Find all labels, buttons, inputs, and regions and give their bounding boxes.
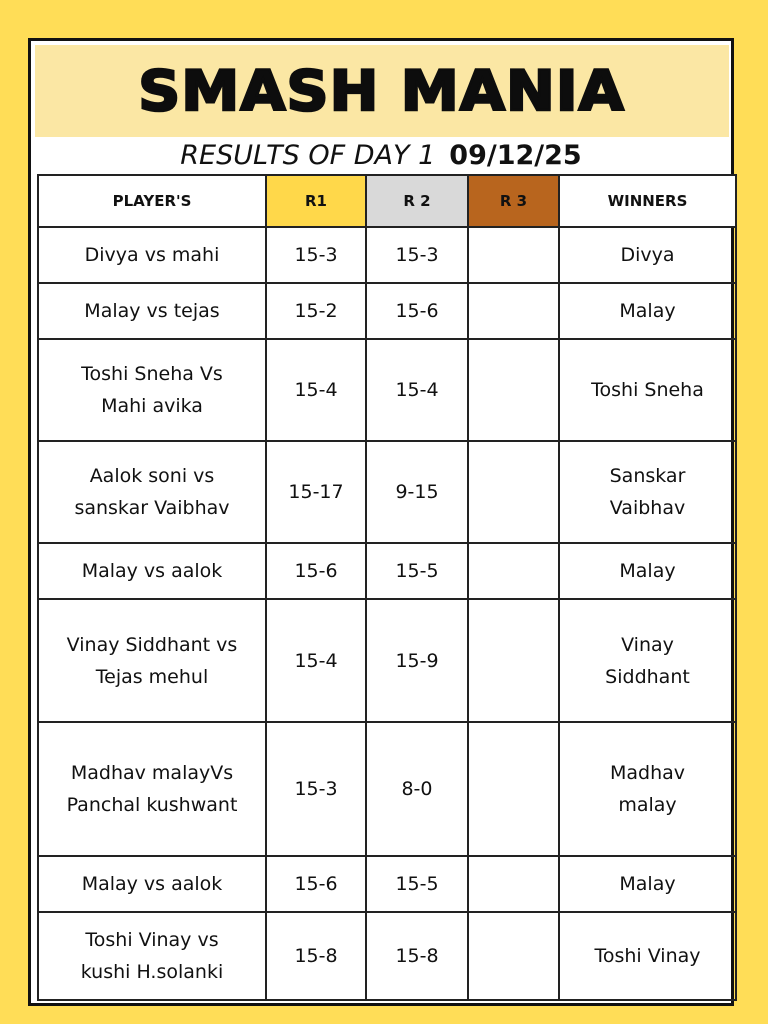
players-cell [38, 599, 266, 722]
players-cell-line: Malay vs aalok [81, 560, 223, 582]
r2-score-cell: 15-6 [366, 283, 468, 339]
table-row [38, 543, 736, 599]
players-cell-line: Vinay Siddhant vs [66, 633, 238, 656]
r3-score-cell [468, 543, 559, 599]
players-cell-line: kushi H.solanki [80, 961, 224, 983]
winner-cell [559, 283, 736, 339]
r3-score-cell [468, 599, 559, 722]
table-row [38, 599, 736, 722]
winner-cell-line: Vinay [621, 633, 674, 656]
r2-score-cell: 8-0 [366, 722, 468, 856]
subtitle-row [31, 136, 731, 174]
header-winners: WINNERS [559, 175, 736, 227]
r2-score-cell: 15-4 [366, 339, 468, 441]
players-cell [38, 441, 266, 543]
players-cell [38, 912, 266, 1000]
table-row [38, 722, 736, 856]
players-cell-line: Madhav malayVs [70, 762, 234, 784]
winner-cell [559, 227, 736, 283]
winner-cell [559, 599, 736, 722]
players-cell-line: Panchal kushwant [66, 794, 238, 816]
players-cell-line: Toshi Sneha Vs [81, 363, 223, 385]
r1-score-cell: 15-6 [266, 856, 366, 912]
players-cell-line: Malay vs aalok [81, 873, 223, 895]
winner-cell [559, 543, 736, 599]
winner-cell [559, 722, 736, 856]
r3-score-cell [468, 441, 559, 543]
r3-score-cell [468, 227, 559, 283]
title-banner [35, 45, 729, 137]
subtitle-label: RESULTS OF DAY 1 [180, 139, 436, 171]
players-cell [38, 722, 266, 856]
players-cell-line: Toshi Vinay vs [85, 929, 219, 951]
r1-score-cell: 15-3 [266, 227, 366, 283]
r2-score-cell: 15-8 [366, 912, 468, 1000]
winner-cell-line: Malay [619, 560, 676, 582]
table-row [38, 339, 736, 441]
winner-cell-line: malay [618, 794, 677, 816]
r2-score-cell: 9-15 [366, 441, 468, 543]
page-title: SMASH MANIA [138, 59, 626, 123]
r1-score-cell: 15-2 [266, 283, 366, 339]
winner-cell-line: Madhav [609, 762, 686, 784]
players-cell-line: sanskar Vaibhav [74, 497, 230, 519]
winner-cell-line: Toshi Sneha [591, 379, 704, 401]
players-cell-line: Divya vs mahi [84, 244, 220, 266]
r3-score-cell [468, 283, 559, 339]
r1-score-cell: 15-4 [266, 339, 366, 441]
table-row [38, 912, 736, 1000]
winner-cell-line: Sanskar [609, 465, 686, 487]
players-cell-line: Mahi avika [101, 395, 203, 417]
table-row [38, 856, 736, 912]
header-r1: R1 [266, 175, 366, 227]
players-cell [38, 339, 266, 441]
r1-score-cell: 15-4 [266, 599, 366, 722]
winner-cell-line: Toshi Vinay [594, 945, 701, 967]
r1-score-cell: 15-17 [266, 441, 366, 543]
header-r3: R 3 [468, 175, 559, 227]
table-row [38, 227, 736, 283]
header-r2: R 2 [366, 175, 468, 227]
players-cell [38, 283, 266, 339]
winner-cell [559, 339, 736, 441]
r1-score-cell: 15-3 [266, 722, 366, 856]
r3-score-cell [468, 339, 559, 441]
winner-cell-line: Malay [619, 300, 676, 322]
players-cell-line: Aalok soni vs [89, 465, 215, 487]
subtitle-date: 09/12/25 [449, 139, 582, 171]
r2-score-cell: 15-3 [366, 227, 468, 283]
r3-score-cell [468, 722, 559, 856]
table-row [38, 441, 736, 543]
table-row [38, 283, 736, 339]
r2-score-cell: 15-5 [366, 543, 468, 599]
winner-cell-line: Vaibhav [609, 497, 686, 519]
winner-cell-line: Divya [620, 244, 675, 266]
players-cell [38, 227, 266, 283]
winner-cell-line: Siddhant [605, 665, 690, 688]
r3-score-cell [468, 912, 559, 1000]
r1-score-cell: 15-6 [266, 543, 366, 599]
r2-score-cell: 15-5 [366, 856, 468, 912]
results-table [37, 174, 737, 1001]
r1-score-cell: 15-8 [266, 912, 366, 1000]
players-cell-line: Malay vs tejas [84, 300, 220, 322]
winner-cell [559, 912, 736, 1000]
header-players: PLAYER'S [38, 175, 266, 227]
players-cell-line: Tejas mehul [95, 665, 209, 688]
players-cell [38, 543, 266, 599]
r2-score-cell: 15-9 [366, 599, 468, 722]
results-sheet [28, 38, 734, 1006]
players-cell [38, 856, 266, 912]
winner-cell [559, 441, 736, 543]
r3-score-cell [468, 856, 559, 912]
winner-cell-line: Malay [619, 873, 676, 895]
winner-cell [559, 856, 736, 912]
table-header-row [38, 175, 736, 227]
